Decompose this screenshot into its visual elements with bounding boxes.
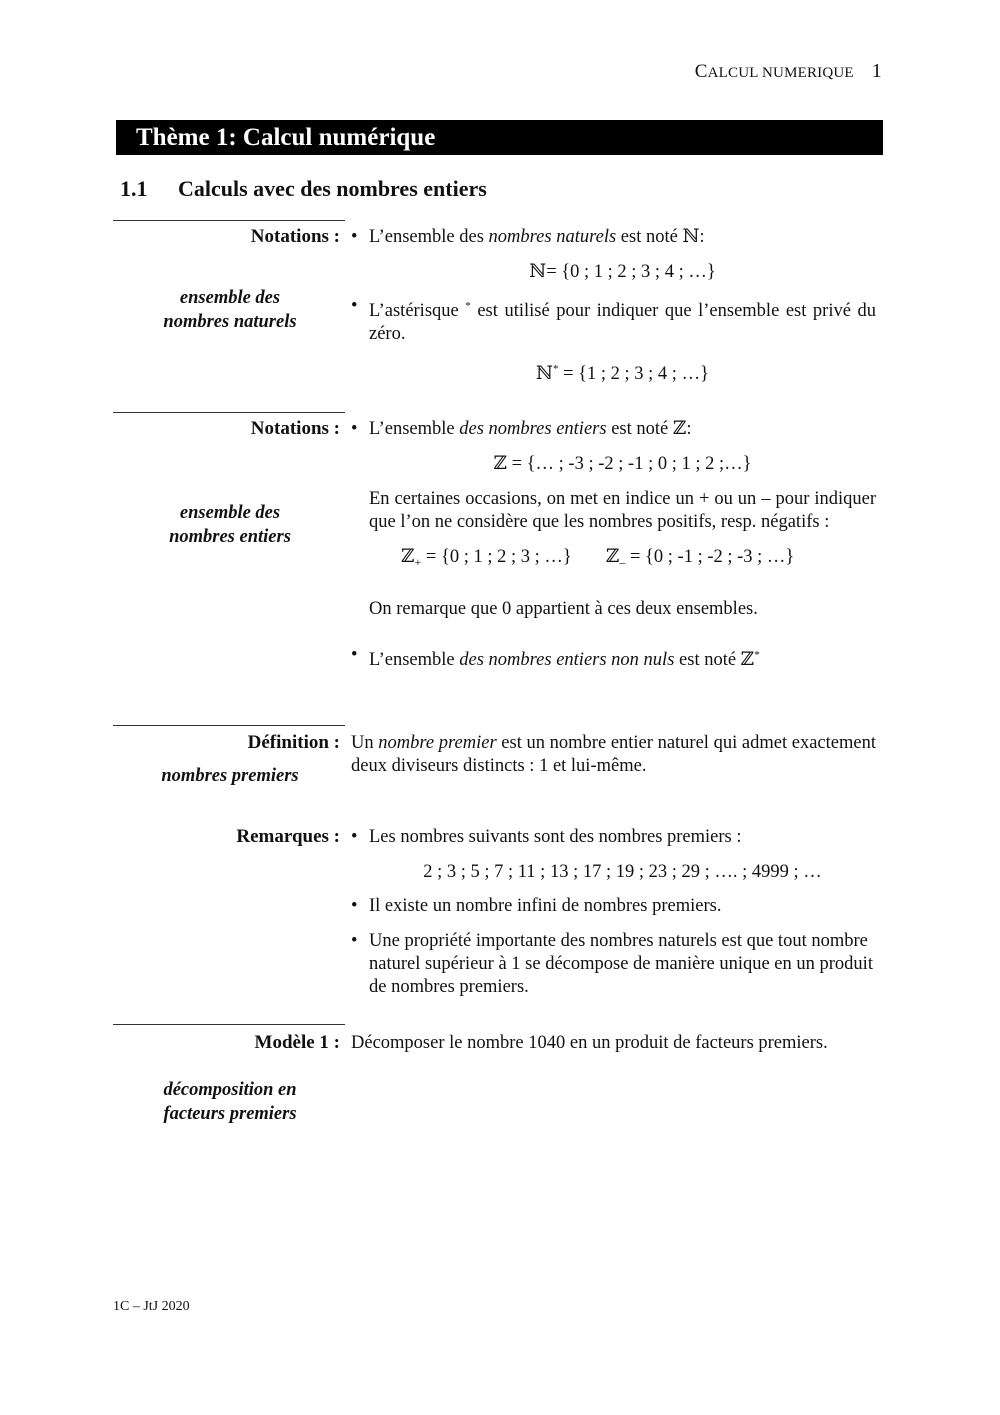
formula: ℕ= {0 ; 1 ; 2 ; 3 ; 4 ; …}	[529, 262, 716, 282]
block-label: Remarques :	[236, 826, 340, 847]
margin-note-line: décomposition en	[163, 1080, 297, 1100]
paragraph: Décomposer le nombre 1040 en un produit de facteurs premiers.	[351, 1033, 828, 1053]
theme-title: Thème 1: Calcul numérique	[136, 124, 436, 151]
block-content	[351, 1032, 876, 1055]
text: = {0 ; 1 ; 2 ; 3 ; …}	[421, 547, 572, 567]
block-divider	[113, 412, 345, 413]
asterisk-symbol: *	[465, 300, 471, 312]
bullet-item	[351, 226, 876, 249]
page-footer: 1C – JtJ 2020	[113, 1299, 190, 1314]
block-content	[351, 732, 876, 778]
set-symbol: ℤ	[401, 547, 415, 567]
margin-note-line: nombres naturels	[163, 312, 297, 332]
text: est noté ℕ:	[616, 227, 705, 247]
bullet-item: • Une propriété importante des nombres naturels est que tout nombre naturel supérieur à 1 se décompose de manière unique en un produit de nombres premiers.	[351, 930, 876, 999]
margin-note-line: nombres entiers	[169, 527, 291, 547]
block-content	[351, 826, 876, 999]
text: = {1 ; 2 ; 3 ; 4 ; …}	[558, 364, 709, 385]
margin-note	[120, 1078, 340, 1126]
text: Un	[351, 733, 379, 753]
subscript: +	[414, 555, 422, 569]
margin-note	[120, 501, 340, 549]
emphasis: nombre premier	[378, 733, 497, 753]
section-heading	[120, 176, 487, 202]
bullet-item: • Il existe un nombre infini de nombres premiers.	[351, 895, 876, 918]
block-label: Définition :	[247, 732, 340, 753]
block-content	[351, 418, 876, 672]
set-symbol: ℕ	[536, 364, 553, 385]
bullet-item: • Les nombres suivants sont des nombres premiers :	[351, 826, 876, 849]
asterisk-symbol: *	[552, 363, 559, 376]
margin-note-line: facteurs premiers	[163, 1104, 297, 1124]
paragraph: On remarque que 0 appartient à ces deux ensembles.	[369, 599, 758, 619]
block-label: Modèle 1 :	[254, 1032, 340, 1053]
running-title-rest: ALCUL NUMERIQUE	[707, 65, 854, 81]
block-content	[351, 226, 876, 386]
theme-title-bar	[116, 120, 883, 155]
formula: 2 ; 3 ; 5 ; 7 ; 11 ; 13 ; 17 ; 19 ; 23 ; 29 ; …. ; 4999 ; …	[423, 862, 822, 882]
section-title: Calculs avec des nombres entiers	[178, 176, 487, 201]
text: est noté ℤ	[674, 650, 755, 671]
formula	[351, 358, 876, 386]
bullet-item	[351, 295, 876, 346]
bullet-item	[351, 418, 876, 441]
text: est utilisé pour indiquer que l’ensemble est privé du zéro.	[369, 301, 876, 345]
emphasis: des nombres entiers	[459, 419, 607, 439]
margin-note	[120, 286, 340, 334]
formula: ℤ = {… ; -3 ; -2 ; -1 ; 0 ; 1 ; 2 ;…}	[493, 454, 752, 474]
running-header	[695, 60, 882, 83]
text: = {0 ; -1 ; -2 ; -3 ; …}	[625, 547, 795, 567]
margin-note: nombres premiers	[161, 766, 299, 786]
paragraph	[351, 732, 876, 778]
emphasis: des nombres entiers non nuls	[459, 650, 675, 671]
running-title-initial: C	[694, 61, 708, 82]
text: est noté ℤ:	[606, 419, 692, 439]
text: L’ensemble des	[369, 227, 489, 247]
block-label: Notations :	[250, 418, 340, 439]
block-label: Notations :	[250, 226, 340, 247]
asterisk-symbol: *	[754, 649, 760, 661]
formula-row	[351, 546, 876, 574]
text: est un nombre entier naturel qui admet exactement deux diviseurs distincts : 1 et lui-même.	[351, 733, 876, 776]
page-number: 1	[871, 60, 882, 82]
subscript: –	[619, 555, 626, 569]
block-divider	[113, 725, 345, 726]
block-divider	[113, 1024, 345, 1025]
margin-note-line: ensemble des	[179, 288, 281, 308]
text: L’ensemble	[369, 419, 460, 439]
margin-note-line: ensemble des	[179, 503, 281, 523]
block-divider	[113, 220, 345, 221]
paragraph: En certaines occasions, on met en indice un + ou un – pour indiquer que l’on ne considère que les nombres positifs, resp. négatifs :	[369, 489, 876, 532]
emphasis: nombres naturels	[488, 227, 617, 247]
set-symbol: ℤ	[605, 547, 620, 567]
text: L’ensemble	[369, 650, 460, 671]
section-number: 1.1	[120, 176, 148, 201]
bullet-item	[351, 644, 876, 672]
text: L’astérisque	[369, 301, 466, 322]
